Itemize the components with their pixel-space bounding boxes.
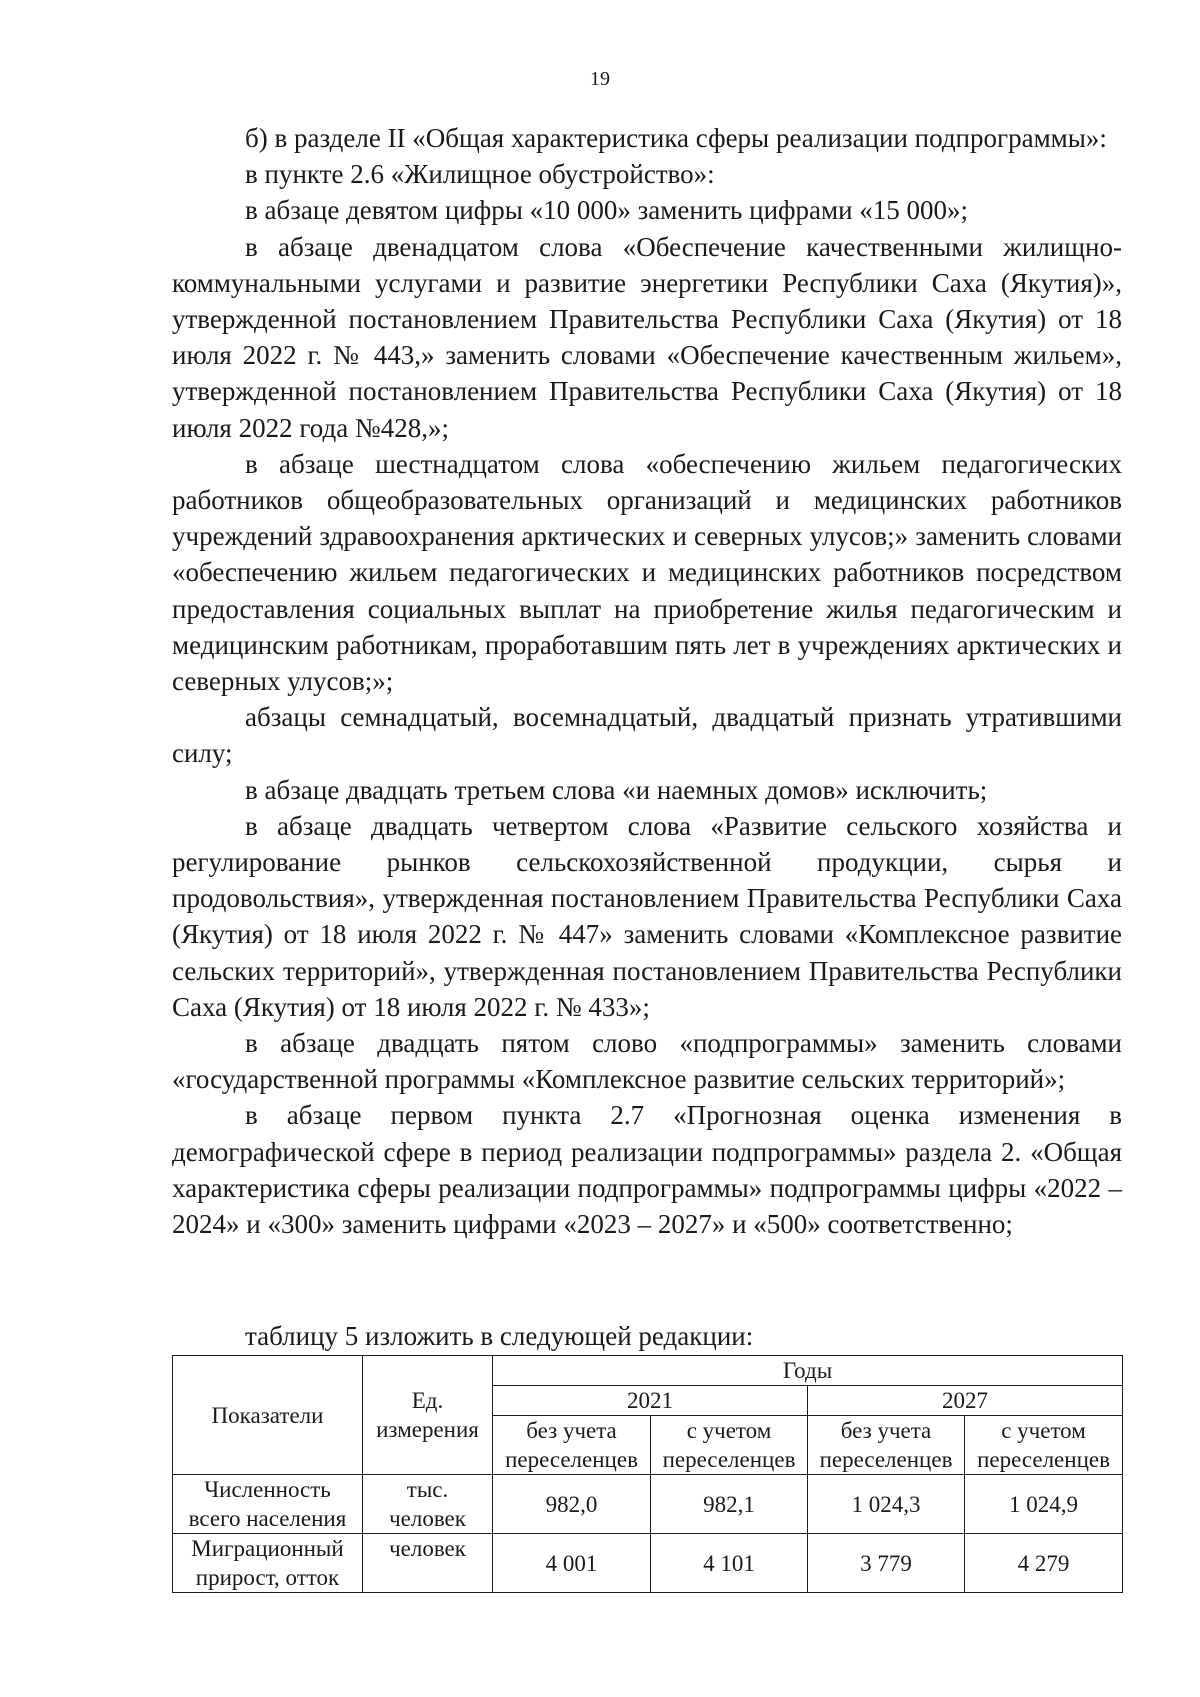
- header-without-migrants: без учета переселенцев: [808, 1416, 965, 1475]
- row-value: 982,1: [651, 1475, 808, 1534]
- row-value: 3 779: [808, 1534, 965, 1593]
- row-unit: тыс. человек: [363, 1475, 493, 1534]
- header-year-2027: 2027: [808, 1386, 1123, 1416]
- paragraph: в абзаце девятом цифры «10 000» заменить цифрами «15 000»;: [245, 195, 969, 226]
- row-value: 982,0: [493, 1475, 651, 1534]
- row-unit: человек: [363, 1534, 493, 1593]
- header-indicator: Показатели: [173, 1356, 363, 1475]
- paragraph: в абзаце двадцать третьем слова «и наемных домов» исключить;: [245, 774, 988, 805]
- row-value: 1 024,3: [808, 1475, 965, 1534]
- paragraph: в пункте 2.6 «Жилищное обустройство»:: [245, 159, 715, 190]
- paragraph: б) в разделе II «Общая характеристика сферы реализации подпрограммы»:: [245, 123, 1107, 153]
- header-years: Годы: [493, 1356, 1123, 1386]
- header-with-migrants: с учетом переселенцев: [965, 1416, 1123, 1475]
- header-unit: Ед. измерения: [363, 1356, 493, 1475]
- paragraph: абзацы семнадцатый, восемнадцатый, двадцатый признать утратившими силу;: [172, 702, 1122, 769]
- row-value: 4 101: [651, 1534, 808, 1593]
- table-intro: таблицу 5 изложить в следующей редакции:: [245, 1321, 754, 1351]
- table-header-row: [173, 1356, 1123, 1386]
- page-number: 19: [590, 68, 610, 90]
- row-value: 4 001: [493, 1534, 651, 1593]
- paragraph: в абзаце двадцать четвертом слова «Развитие сельского хозяйства и регулирование рынков сельскохозяйственной продукции, сырья и продовольствия», утвержденная постановлением Правительства Республики Саха (Якутия) от 18 июля 2022 г. № 447» заменить словами «Комплексное развитие сельских территорий», утвержденная постановлением Правительства Республики Саха (Якутия) от 18 июля 2022 г. № 433»;: [172, 810, 1122, 1022]
- paragraph: в абзаце двенадцатом слова «Обеспечение качественными жилищно-коммунальными услугами и развитие энергетики Республики Саха (Якутия)», утвержденной постановлением Правительства Республики Саха (Якутия) от 18 июля 2022 г. № 443,» заменить словами «Обеспечение качественным жильем», утвержденной постановлением Правительства Республики Саха (Якутия) от 18 июля 2022 года №428,»;: [172, 231, 1122, 443]
- table-row: [173, 1475, 1123, 1534]
- table-row: [173, 1534, 1123, 1593]
- header-without-migrants: без учета переселенцев: [493, 1416, 651, 1475]
- row-value: 1 024,9: [965, 1475, 1123, 1534]
- header-with-migrants: с учетом переселенцев: [651, 1416, 808, 1475]
- population-table: [172, 1355, 1123, 1593]
- document-body: [172, 120, 1122, 1242]
- row-indicator: Численность всего населения: [173, 1475, 363, 1534]
- header-year-2021: 2021: [493, 1386, 808, 1416]
- paragraph: в абзаце шестнадцатом слова «обеспечению жильем педагогических работников общеобразовательных организаций и медицинских работников учреждений здравоохранения арктических и северных улусов;» заменить словами «обеспечению жильем педагогических и медицинских работников посредством предоставления социальных выплат на приобретение жилья педагогическим и медицинским работникам, проработавшим пять лет в учреждениях арктических и северных улусов;»;: [172, 448, 1122, 697]
- paragraph: в абзаце первом пункта 2.7 «Прогнозная оценка изменения в демографической сфере в период реализации подпрограммы» раздела 2. «Общая характеристика сферы реализации подпрограммы» подпрограммы цифры «2022 – 2024» и «300» заменить цифрами «2023 – 2027» и «500» соответственно;: [172, 1100, 1122, 1240]
- row-indicator: Миграционный прирост, отток: [173, 1534, 363, 1593]
- row-value: 4 279: [965, 1534, 1123, 1593]
- paragraph: в абзаце двадцать пятом слово «подпрограммы» заменить словами «государственной программы «Комплексное развитие сельских территорий»;: [172, 1028, 1122, 1095]
